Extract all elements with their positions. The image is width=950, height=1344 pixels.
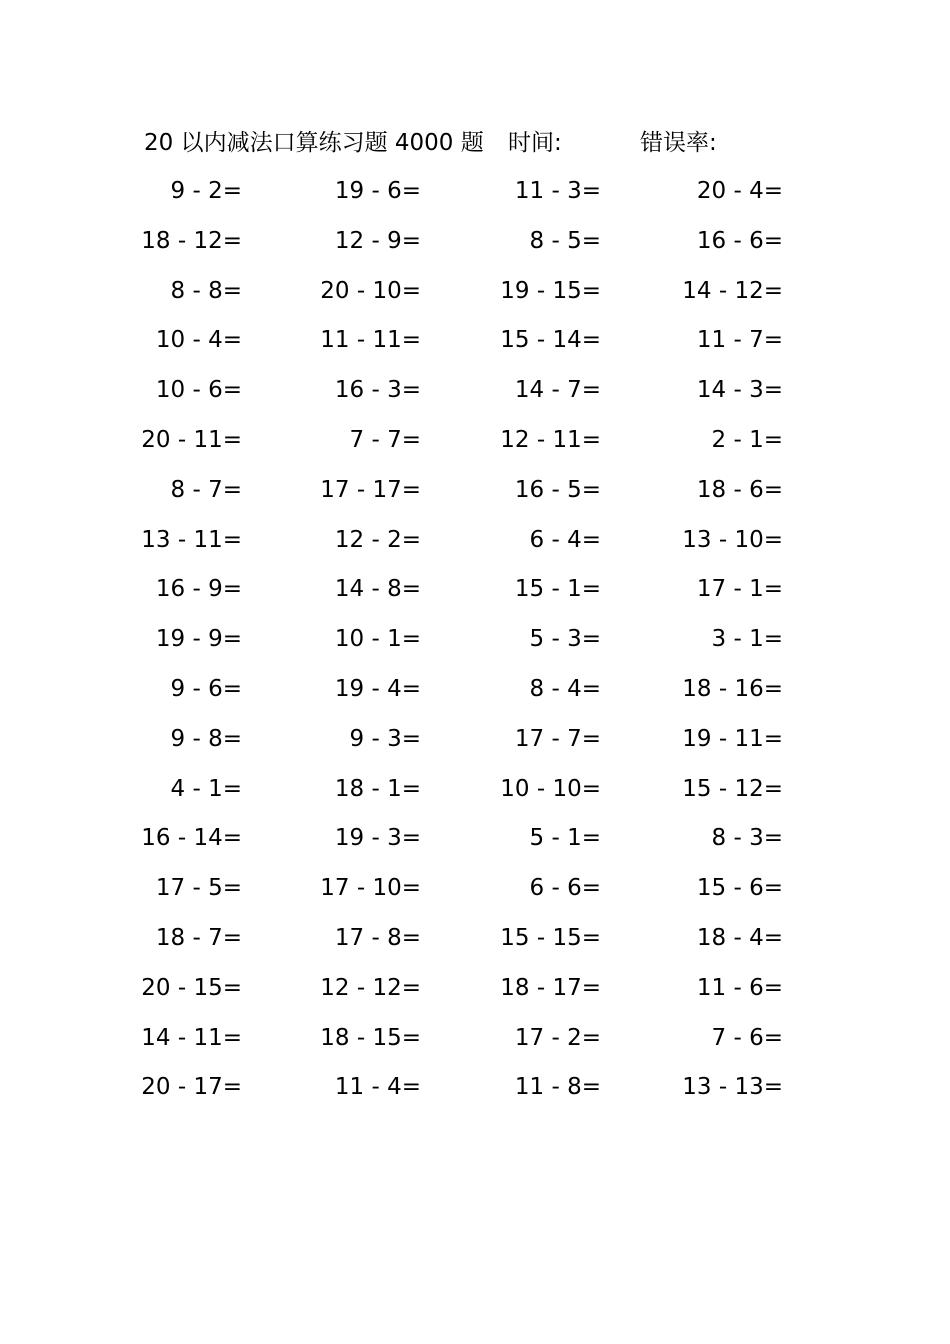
problem-item: 8 - 8= bbox=[170, 277, 242, 304]
problem-item: 17 - 2= bbox=[514, 1024, 601, 1051]
problem-item: 11 - 11= bbox=[320, 327, 421, 354]
problem-item: 10 - 6= bbox=[155, 377, 242, 404]
problem-row bbox=[0, 1020, 950, 1070]
worksheet-title: 20 以内减法口算练习题 4000 题 bbox=[144, 130, 484, 156]
problem-item: 9 - 8= bbox=[170, 725, 242, 752]
problem-item: 8 - 5= bbox=[529, 227, 601, 254]
problem-item: 11 - 6= bbox=[696, 974, 783, 1001]
problem-row bbox=[0, 771, 950, 821]
problem-item: 2 - 1= bbox=[711, 426, 783, 453]
problem-item: 14 - 11= bbox=[141, 1024, 242, 1051]
problem-item: 19 - 3= bbox=[334, 825, 421, 852]
problem-item: 15 - 12= bbox=[682, 775, 783, 802]
problem-row bbox=[0, 820, 950, 870]
problem-row bbox=[0, 621, 950, 671]
problem-item: 13 - 11= bbox=[141, 526, 242, 553]
problem-item: 11 - 4= bbox=[334, 1074, 421, 1101]
problem-item: 20 - 17= bbox=[141, 1074, 242, 1101]
problem-item: 20 - 4= bbox=[696, 178, 783, 204]
problem-row bbox=[0, 273, 950, 323]
problem-item: 18 - 7= bbox=[155, 924, 242, 951]
problem-item: 11 - 7= bbox=[696, 327, 783, 354]
problem-item: 4 - 1= bbox=[170, 775, 242, 802]
problem-item: 17 - 17= bbox=[320, 476, 421, 503]
problem-item: 5 - 3= bbox=[529, 626, 601, 653]
problem-row bbox=[0, 970, 950, 1020]
problem-item: 19 - 9= bbox=[155, 626, 242, 653]
problem-row bbox=[0, 671, 950, 721]
problem-item: 15 - 15= bbox=[500, 924, 601, 951]
problem-item: 18 - 15= bbox=[320, 1024, 421, 1051]
problem-item: 16 - 6= bbox=[696, 227, 783, 254]
problem-item: 19 - 11= bbox=[682, 725, 783, 752]
problem-item: 12 - 2= bbox=[334, 526, 421, 553]
problem-item: 18 - 16= bbox=[682, 675, 783, 702]
problem-item: 17 - 10= bbox=[320, 875, 421, 902]
problem-item: 9 - 3= bbox=[349, 725, 421, 752]
problem-item: 9 - 6= bbox=[170, 675, 242, 702]
problem-item: 14 - 12= bbox=[682, 277, 783, 304]
problem-item: 18 - 1= bbox=[334, 775, 421, 802]
problem-item: 19 - 15= bbox=[500, 277, 601, 304]
problem-item: 10 - 1= bbox=[334, 626, 421, 653]
problem-item: 17 - 8= bbox=[334, 924, 421, 951]
problem-row bbox=[0, 223, 950, 273]
problem-item: 17 - 5= bbox=[155, 875, 242, 902]
problem-item: 13 - 13= bbox=[682, 1074, 783, 1101]
problem-item: 14 - 8= bbox=[334, 576, 421, 603]
problem-item: 20 - 10= bbox=[320, 277, 421, 304]
problem-row bbox=[0, 920, 950, 970]
problem-item: 14 - 3= bbox=[696, 377, 783, 404]
error-rate-label: 错误率: bbox=[640, 130, 717, 156]
problem-row bbox=[0, 472, 950, 522]
problem-row bbox=[0, 571, 950, 621]
problem-item: 10 - 10= bbox=[500, 775, 601, 802]
problem-item: 6 - 6= bbox=[529, 875, 601, 902]
problem-row bbox=[0, 372, 950, 422]
problem-item: 7 - 6= bbox=[711, 1024, 783, 1051]
problem-item: 5 - 1= bbox=[529, 825, 601, 852]
problem-item: 16 - 14= bbox=[141, 825, 242, 852]
problem-item: 16 - 9= bbox=[155, 576, 242, 603]
problem-item: 20 - 11= bbox=[141, 426, 242, 453]
problem-item: 10 - 4= bbox=[155, 327, 242, 354]
problem-grid bbox=[0, 173, 950, 1119]
problem-item: 8 - 7= bbox=[170, 476, 242, 503]
problem-row bbox=[0, 422, 950, 472]
time-label: 时间: bbox=[508, 130, 562, 156]
problem-row bbox=[0, 173, 950, 223]
problem-item: 12 - 9= bbox=[334, 227, 421, 254]
problem-row bbox=[0, 870, 950, 920]
problem-item: 6 - 4= bbox=[529, 526, 601, 553]
problem-item: 8 - 4= bbox=[529, 675, 601, 702]
problem-item: 18 - 6= bbox=[696, 476, 783, 503]
problem-item: 19 - 4= bbox=[334, 675, 421, 702]
problem-item: 13 - 10= bbox=[682, 526, 783, 553]
problem-item: 17 - 7= bbox=[514, 725, 601, 752]
problem-item: 12 - 12= bbox=[320, 974, 421, 1001]
problem-item: 3 - 1= bbox=[711, 626, 783, 653]
problem-row bbox=[0, 522, 950, 572]
problem-item: 18 - 17= bbox=[500, 974, 601, 1001]
problem-item: 16 - 5= bbox=[514, 476, 601, 503]
problem-row bbox=[0, 322, 950, 372]
problem-item: 18 - 12= bbox=[141, 227, 242, 254]
problem-item: 17 - 1= bbox=[696, 576, 783, 603]
problem-item: 20 - 15= bbox=[141, 974, 242, 1001]
problem-item: 18 - 4= bbox=[696, 924, 783, 951]
problem-item: 15 - 14= bbox=[500, 327, 601, 354]
worksheet-header bbox=[0, 126, 950, 160]
problem-item: 9 - 2= bbox=[170, 178, 242, 204]
problem-item: 12 - 11= bbox=[500, 426, 601, 453]
problem-item: 8 - 3= bbox=[711, 825, 783, 852]
problem-item: 11 - 8= bbox=[514, 1074, 601, 1101]
problem-item: 15 - 6= bbox=[696, 875, 783, 902]
problem-item: 7 - 7= bbox=[349, 426, 421, 453]
problem-item: 11 - 3= bbox=[514, 178, 601, 204]
problem-item: 19 - 6= bbox=[334, 178, 421, 204]
problem-item: 16 - 3= bbox=[334, 377, 421, 404]
problem-row bbox=[0, 721, 950, 771]
problem-item: 14 - 7= bbox=[514, 377, 601, 404]
problem-item: 15 - 1= bbox=[514, 576, 601, 603]
problem-row bbox=[0, 1069, 950, 1119]
